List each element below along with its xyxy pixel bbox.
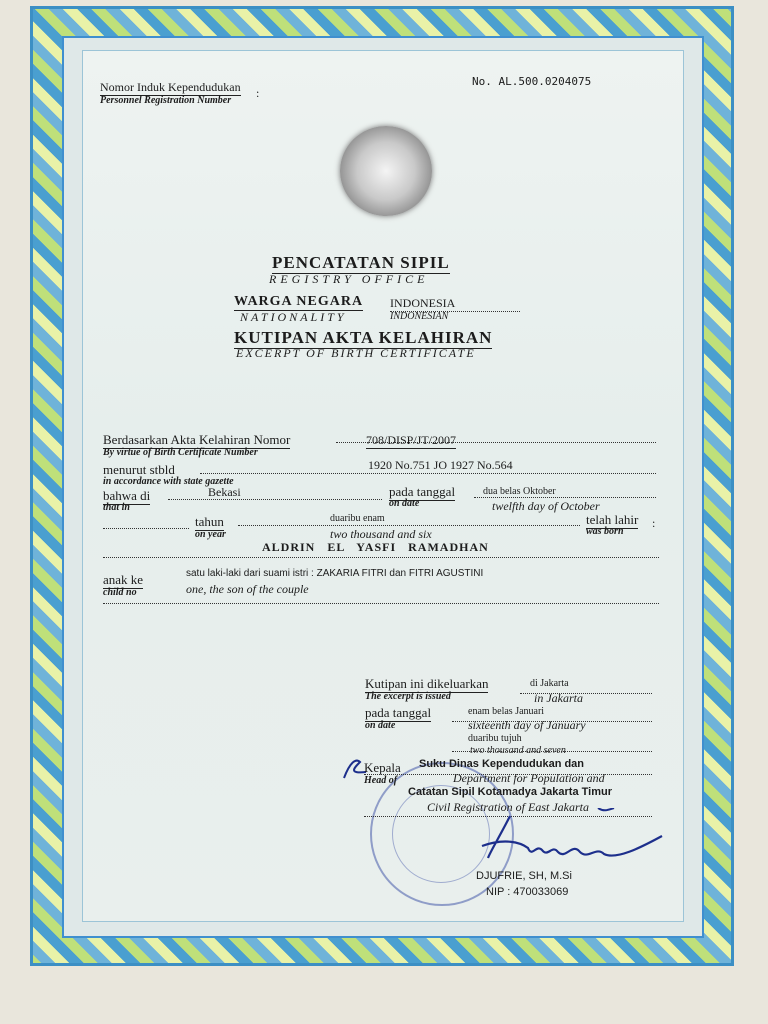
basis-label-en: By virtue of Birth Certificate Number bbox=[103, 447, 258, 458]
place-label: bahwa di bbox=[103, 488, 151, 503]
year-dotline bbox=[238, 524, 580, 526]
place-value: Bekasi bbox=[208, 485, 241, 499]
nationality-label-en: NATIONALITY bbox=[240, 310, 347, 324]
head-label-en: Head of bbox=[364, 775, 398, 786]
handwritten-signature bbox=[480, 808, 670, 878]
certificate-number: No. AL.500.0204075 bbox=[472, 75, 592, 88]
document-title: KUTIPAN AKTA KELAHIRAN bbox=[234, 328, 493, 347]
child-label-en: child no bbox=[103, 587, 137, 598]
issued-label-en: The excerpt is issued bbox=[365, 691, 451, 702]
nationality-value: INDONESIA bbox=[390, 296, 520, 312]
place-dotline bbox=[168, 498, 382, 500]
child-value: satu laki-laki dari suami istri : ZAKARIA FITRI dan FITRI AGUSTINI bbox=[186, 568, 484, 579]
birth-date-label: pada tanggal bbox=[389, 484, 456, 499]
child-value-en: one, the son of the couple bbox=[186, 582, 309, 596]
birth-date-value-en: twelfth day of October bbox=[492, 499, 600, 513]
registry-title: PENCATATAN SIPIL bbox=[272, 253, 450, 272]
place-label-en: that in bbox=[103, 502, 130, 513]
stbld-label-en: in accordance with state gazette bbox=[103, 476, 234, 487]
year-label: tahun bbox=[195, 514, 224, 529]
registry-title-en: REGISTRY OFFICE bbox=[269, 272, 429, 286]
child-label: anak ke bbox=[103, 572, 144, 587]
head-label: Kepala bbox=[364, 760, 401, 775]
year-value: duaribu enam bbox=[330, 513, 385, 524]
year-pre-dotline bbox=[103, 527, 189, 529]
stbld-value: 1920 No.751 JO 1927 No.564 bbox=[368, 458, 513, 472]
nationality-label: WARGA NEGARA bbox=[234, 294, 364, 309]
issue-year-dotline bbox=[452, 750, 652, 752]
issue-date-label: pada tanggal bbox=[365, 705, 432, 720]
nationality-value-en: INDONESIAN bbox=[390, 311, 449, 322]
issue-year-value-en: two thousand and seven bbox=[470, 745, 566, 756]
document-title-en: EXCERPT OF BIRTH CERTIFICATE bbox=[236, 346, 476, 360]
year-value-en: two thousand and six bbox=[330, 527, 432, 541]
issue-year-value: duaribu tujuh bbox=[468, 733, 522, 744]
child-name: ALDRIN EL YASFI RAMADHAN bbox=[262, 540, 489, 554]
nik-colon: : bbox=[256, 86, 260, 100]
birth-date-label-en: on date bbox=[389, 498, 420, 509]
child-dotline bbox=[103, 602, 659, 604]
born-label-en: was born bbox=[586, 526, 624, 537]
issue-date-value-en: sixteenth day of January bbox=[468, 718, 586, 732]
issued-label: Kutipan ini dikeluarkan bbox=[365, 676, 489, 691]
office-line-2: Catatan Sipil Kotamadya Jakarta Timur bbox=[408, 786, 612, 798]
issue-date-value: enam belas Januari bbox=[468, 706, 545, 717]
born-label: telah lahir bbox=[586, 512, 639, 527]
issued-value-en: in Jakarta bbox=[534, 691, 583, 705]
signatory-nip: NIP : 470033069 bbox=[486, 886, 569, 898]
birth-date-value: dua belas Oktober bbox=[483, 486, 556, 497]
basis-label: Berdasarkan Akta Kelahiran Nomor bbox=[103, 432, 291, 447]
embossed-seal bbox=[340, 126, 432, 216]
signatory-name: DJUFRIE, SH, M.Si bbox=[476, 870, 572, 882]
born-colon: : bbox=[652, 516, 656, 530]
office-line-1-en: Department for Population and bbox=[453, 771, 605, 785]
stbld-label: menurut stbld bbox=[103, 462, 175, 477]
office-line-1: Suku Dinas Kependudukan dan bbox=[419, 758, 585, 770]
year-label-en: on year bbox=[195, 529, 226, 540]
basis-value: 708/DISP/JT/2007 bbox=[366, 433, 457, 447]
nik-label: Nomor Induk Kependudukan bbox=[100, 80, 241, 94]
office-line-2-en: Civil Registration of East Jakarta bbox=[427, 800, 589, 814]
issued-value: di Jakarta bbox=[530, 678, 569, 689]
nik-label-en: Personnel Registration Number bbox=[100, 95, 232, 106]
name-dotline bbox=[103, 556, 659, 558]
issue-date-label-en: on date bbox=[365, 720, 396, 731]
